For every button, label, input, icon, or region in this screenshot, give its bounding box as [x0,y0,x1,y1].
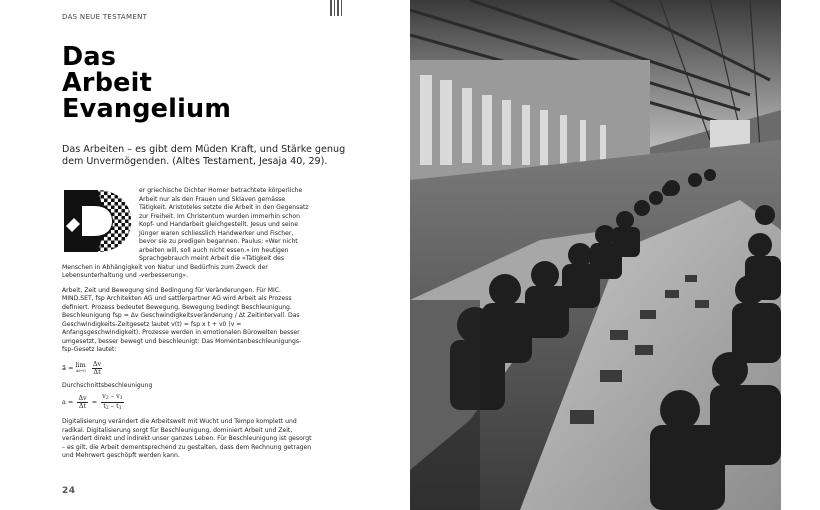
intro-quote: Das Arbeiten – es gibt dem Müden Kraft, und Stärke genug dem Unvermögenden. (Altes Testament, Jesaja 40, 29). [62,144,346,168]
dropcap-letter: D [62,188,63,189]
decorative-bars [330,0,344,16]
formula-momentary-acceleration: a⃗ = lim Δt→0 $\frac{\Delta v}{\Delta t}$ [62,359,102,376]
right-margin [781,0,820,510]
body-text [62,187,312,467]
section-label: DAS NEUE TESTAMENT [62,13,148,21]
page-title [62,44,231,122]
page-number: 24 [62,486,76,496]
dropcap-d [62,188,133,254]
title-line-3: Evangelium [62,94,232,124]
formula-label: Durchschnittsbeschleunigung [62,381,153,389]
factory-photo-illustration [410,0,781,510]
paragraph-2: Arbeit, Zeit und Bewegung sind Bedingung für Veränderungen. Für MIC. MIND.SET, fsp Architekten AG und sattlerpartner AG wird Arbeit als Prozess definiert. Prozess bedeutet Bewegung, Bewegung bedingt Beschleunigung. Beschleunigung fsp = Δv Geschwindigkeitsveränderung / Δt Zeitintervall. Das Geschwindigkeits-Zeitgesetz lautet v(t) = fsp x t + v0 (v = Anfangsgeschwindigkeit). Prozesse werden in emotionalen Bürowelten besser umgesetzt, besser bewegt und beschleunigt: Das Momentanbeschleunigungs-fsp-Gesetz lautet: [62,286,302,353]
title-line-1: Das [62,42,117,72]
title-line-2: Arbeit [62,68,152,98]
paragraph-1: er griechische Dichter Homer betrachtete körperliche Arbeit nur als den Frauen und Sklaven gemässe Tätigkeit. Aristoteles setzte die Arbeit in den Gegensatz zur Freiheit. Im Christentum wurden immerhin schon Kopf- und Handarbeit gleichgestellt. Jesus und seine Jünger waren schliesslich Handwerker und Fischer, bevor sie zu predigen begannen. Paulus: «Wer nicht arbeiten will, soll auch nicht essen.» Im heutigen Sprachgebrauch meint Arbeit die «Tätigkeit des Menschen in Abhängigkeit von Natur und Bedürfnis zum Zweck der Lebensunterhaltung und -verbesserung». [62,187,309,279]
factory-workers-photo [410,0,781,510]
formula-average-acceleration: a = $\frac{\Delta v}{\Delta t}$ = $\frac{v_2 - v_1}{t_2 - t_1}$ [62,392,123,411]
paragraph-4: Digitalisierung verändert die Arbeitswelt mit Wucht und Tempo komplett und radikal. Digitalisierung sorgt für Beschleunigung, dominiert Arbeit und Zeit, verändert direkt und indirekt unser ganzes Leben. Für Beschleunigung ist gesorgt – es gilt, die Arbeit dementsprechend zu gestalten, dass dem Rechnung getragen und Mehrwert geschöpft werden kann. [62,418,312,459]
